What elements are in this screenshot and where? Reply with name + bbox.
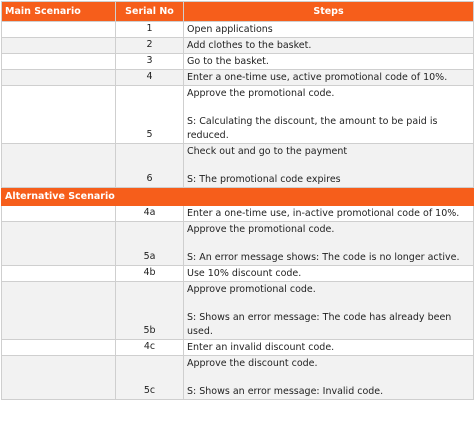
header-steps: Steps [184, 2, 474, 22]
alternative-scenario-body [2, 206, 474, 400]
table-row [2, 356, 474, 400]
step-cell [184, 282, 474, 340]
table-row [2, 282, 474, 340]
step-cell [184, 356, 474, 400]
table-row [2, 144, 474, 188]
table-row [2, 70, 474, 86]
scenario-cell [2, 340, 116, 356]
scenario-cell [2, 206, 116, 222]
table-row [2, 54, 474, 70]
step-text: S: Calculating the discount, the amount to be paid is [187, 116, 438, 127]
step-spacer [187, 159, 470, 173]
step-text: S: An error message shows: The code is no longer active. [187, 252, 460, 263]
header-row [2, 2, 474, 22]
serial-cell: 6 [116, 144, 184, 188]
step-text: S: Shows an error message: The code has already been [187, 312, 452, 323]
step-spacer [187, 237, 470, 251]
step-cell [184, 340, 474, 356]
scenario-cell [2, 38, 116, 54]
step-text: Approve the promotional code. [187, 88, 335, 99]
serial-cell: 4a [116, 206, 184, 222]
step-spacer [187, 371, 470, 385]
step-cell [184, 266, 474, 282]
step-text: Add clothes to the basket. [187, 40, 312, 51]
step-text: Enter a one-time use, active promotional code of 10%. [187, 72, 448, 83]
serial-cell: 3 [116, 54, 184, 70]
step-text: reduced. [187, 130, 229, 141]
step-text: Go to the basket. [187, 56, 269, 67]
step-cell [184, 54, 474, 70]
scenario-cell [2, 266, 116, 282]
scenario-cell [2, 144, 116, 188]
serial-cell: 5 [116, 86, 184, 144]
main-scenario-body [2, 22, 474, 188]
serial-cell: 1 [116, 22, 184, 38]
step-text: used. [187, 326, 213, 337]
step-text: Check out and go to the payment [187, 146, 348, 157]
step-text: S: The promotional code expires [187, 174, 341, 185]
table-row [2, 222, 474, 266]
scenario-cell [2, 22, 116, 38]
scenario-cell [2, 356, 116, 400]
scenario-cell [2, 54, 116, 70]
scenario-cell [2, 282, 116, 340]
step-text: Use 10% discount code. [187, 268, 302, 279]
table-row [2, 86, 474, 144]
step-spacer [187, 101, 470, 115]
step-cell [184, 70, 474, 86]
scenario-cell [2, 70, 116, 86]
table-row [2, 22, 474, 38]
step-text: Enter an invalid discount code. [187, 342, 335, 353]
step-spacer [187, 297, 470, 311]
step-text: Enter a one-time use, in-active promotional code of 10%. [187, 208, 460, 219]
serial-cell: 5a [116, 222, 184, 266]
step-cell [184, 144, 474, 188]
step-cell [184, 38, 474, 54]
serial-cell: 4 [116, 70, 184, 86]
step-text: Approve the promotional code. [187, 224, 335, 235]
alternative-scenario-section [2, 188, 474, 206]
table-row [2, 206, 474, 222]
table-row [2, 38, 474, 54]
table-row [2, 266, 474, 282]
serial-cell: 4b [116, 266, 184, 282]
serial-cell: 4c [116, 340, 184, 356]
alternative-scenario-label: Alternative Scenario [2, 188, 474, 206]
header-serial-no: Serial No [116, 2, 184, 22]
serial-cell: 5b [116, 282, 184, 340]
step-cell [184, 86, 474, 144]
scenario-cell [2, 222, 116, 266]
step-text: Open applications [187, 24, 273, 35]
step-text: Approve promotional code. [187, 284, 316, 295]
header-main-scenario: Main Scenario [2, 2, 116, 22]
serial-cell: 2 [116, 38, 184, 54]
use-case-table [1, 1, 474, 400]
step-text: S: Shows an error message: Invalid code. [187, 386, 384, 397]
scenario-cell [2, 86, 116, 144]
serial-cell: 5c [116, 356, 184, 400]
step-cell [184, 206, 474, 222]
table-row [2, 340, 474, 356]
step-cell [184, 222, 474, 266]
step-cell [184, 22, 474, 38]
step-text: Approve the discount code. [187, 358, 318, 369]
alternative-scenario-row [2, 188, 474, 206]
